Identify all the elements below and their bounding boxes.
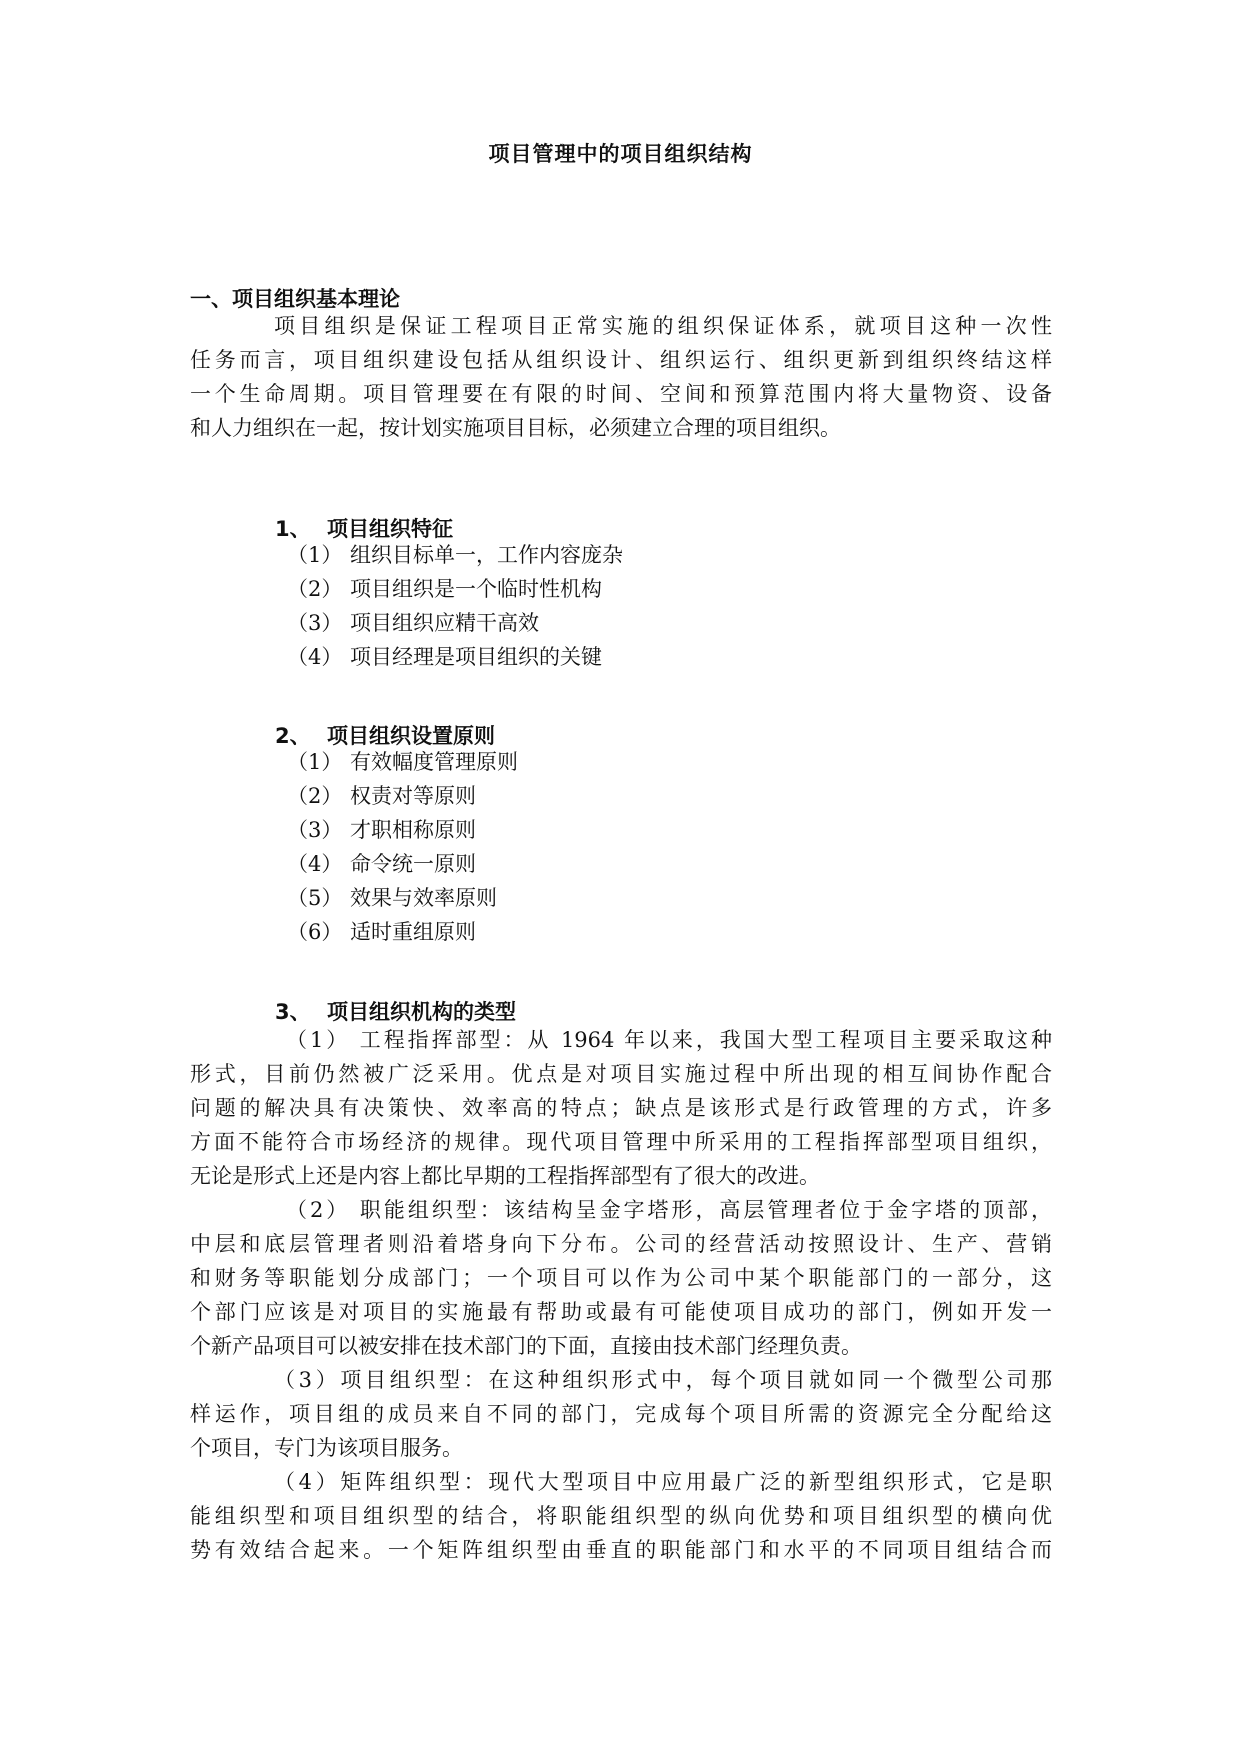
list-item <box>287 813 518 847</box>
list-item <box>287 640 623 674</box>
type-paragraph-3 <box>190 1363 1052 1465</box>
feature-list <box>287 538 623 674</box>
list-item <box>287 538 623 572</box>
list-item <box>287 915 518 949</box>
list-item <box>287 745 518 779</box>
para-line: 能组织型和项目组织型的结合，将职能组织型的纵向优势和项目组织型的横向优 <box>190 1504 1052 1528</box>
list-text: 权责对等原则 <box>350 784 476 808</box>
para-line: （3）项目组织型：在这种组织形式中，每个项目就如同一个微型公司那 <box>274 1368 1052 1392</box>
list-index: （3） <box>287 818 343 842</box>
subsection-number: 3、 <box>275 1000 311 1024</box>
para-line: 势有效结合起来。一个矩阵组织型由垂直的职能部门和水平的不同项目组结合而 <box>190 1538 1052 1562</box>
type-paragraph-4 <box>190 1465 1052 1567</box>
list-text: 适时重组原则 <box>350 920 476 944</box>
intro-line: 项目组织是保证工程项目正常实施的组织保证体系，就项目这种一次性 <box>274 314 1052 338</box>
list-text: 项目组织应精干高效 <box>350 611 539 635</box>
list-text: 命令统一原则 <box>350 852 476 876</box>
intro-paragraph <box>190 309 1052 445</box>
para-line: 个项目，专门为该项目服务。 <box>190 1436 463 1460</box>
list-index: （6） <box>287 920 343 944</box>
list-index: （3） <box>287 611 343 635</box>
list-index: （4） <box>287 645 343 669</box>
intro-line: 和人力组织在一起，按计划实施项目目标，必须建立合理的项目组织。 <box>190 416 841 440</box>
para-line: 中层和底层管理者则沿着塔身向下分布。公司的经营活动按照设计、生产、营销 <box>190 1232 1052 1256</box>
type-paragraph-1 <box>190 1023 1052 1193</box>
subsection-title: 项目组织特征 <box>327 517 453 541</box>
list-text: 组织目标单一，工作内容庞杂 <box>350 543 623 567</box>
type-paragraph-2 <box>190 1193 1052 1363</box>
list-text: 项目经理是项目组织的关键 <box>350 645 602 669</box>
list-text: 才职相称原则 <box>350 818 476 842</box>
para-line: 问题的解决具有决策快、效率高的特点；缺点是该形式是行政管理的方式，许多 <box>190 1096 1052 1120</box>
para-line: 和财务等职能划分成部门；一个项目可以作为公司中某个职能部门的一部分，这 <box>190 1266 1052 1290</box>
para-line: 形式，目前仍然被广泛采用。优点是对项目实施过程中所出现的相互间协作配合 <box>190 1062 1052 1086</box>
para-line: 方面不能符合市场经济的规律。现代项目管理中所采用的工程指挥部型项目组织， <box>190 1130 1052 1154</box>
list-text: 效果与效率原则 <box>350 886 497 910</box>
subsection-number: 2、 <box>275 724 311 748</box>
list-index: （1） <box>287 750 343 774</box>
para-line: （4）矩阵组织型：现代大型项目中应用最广泛的新型组织形式，它是职 <box>274 1470 1052 1494</box>
list-index: （5） <box>287 886 343 910</box>
principles-list <box>287 745 518 949</box>
list-item <box>287 847 518 881</box>
list-index: （2） <box>287 577 343 601</box>
subsection-number: 1、 <box>275 517 311 541</box>
para-line: 个部门应该是对项目的实施最有帮助或最有可能使项目成功的部门，例如开发一 <box>190 1300 1052 1324</box>
section-1-heading: 一、项目组织基本理论 <box>190 287 400 311</box>
para-line: （2） 职能组织型：该结构呈金字塔形，高层管理者位于金字塔的顶部， <box>286 1198 1052 1222</box>
subsection-title: 项目组织机构的类型 <box>327 1000 516 1024</box>
list-item <box>287 572 623 606</box>
list-item <box>287 881 518 915</box>
para-line: 无论是形式上还是内容上都比早期的工程指挥部型有了很大的改进。 <box>190 1164 820 1188</box>
document-title: 项目管理中的项目组织结构 <box>488 142 753 166</box>
para-line: 个新产品项目可以被安排在技术部门的下面，直接由技术部门经理负责。 <box>190 1334 862 1358</box>
list-text: 有效幅度管理原则 <box>350 750 518 774</box>
para-line: 样运作，项目组的成员来自不同的部门，完成每个项目所需的资源完全分配给这 <box>190 1402 1052 1426</box>
list-item <box>287 606 623 640</box>
para-line: （1） 工程指挥部型：从 1964 年以来，我国大型工程项目主要采取这种 <box>286 1028 1052 1052</box>
intro-line: 一个生命周期。项目管理要在有限的时间、空间和预算范围内将大量物资、设备 <box>190 382 1052 406</box>
list-index: （1） <box>287 543 343 567</box>
list-index: （4） <box>287 852 343 876</box>
subsection-3-heading <box>275 996 516 1026</box>
intro-line: 任务而言，项目组织建设包括从组织设计、组织运行、组织更新到组织终结这样 <box>190 348 1052 372</box>
subsection-title: 项目组织设置原则 <box>327 724 495 748</box>
list-text: 项目组织是一个临时性机构 <box>350 577 602 601</box>
list-index: （2） <box>287 784 343 808</box>
list-item <box>287 779 518 813</box>
